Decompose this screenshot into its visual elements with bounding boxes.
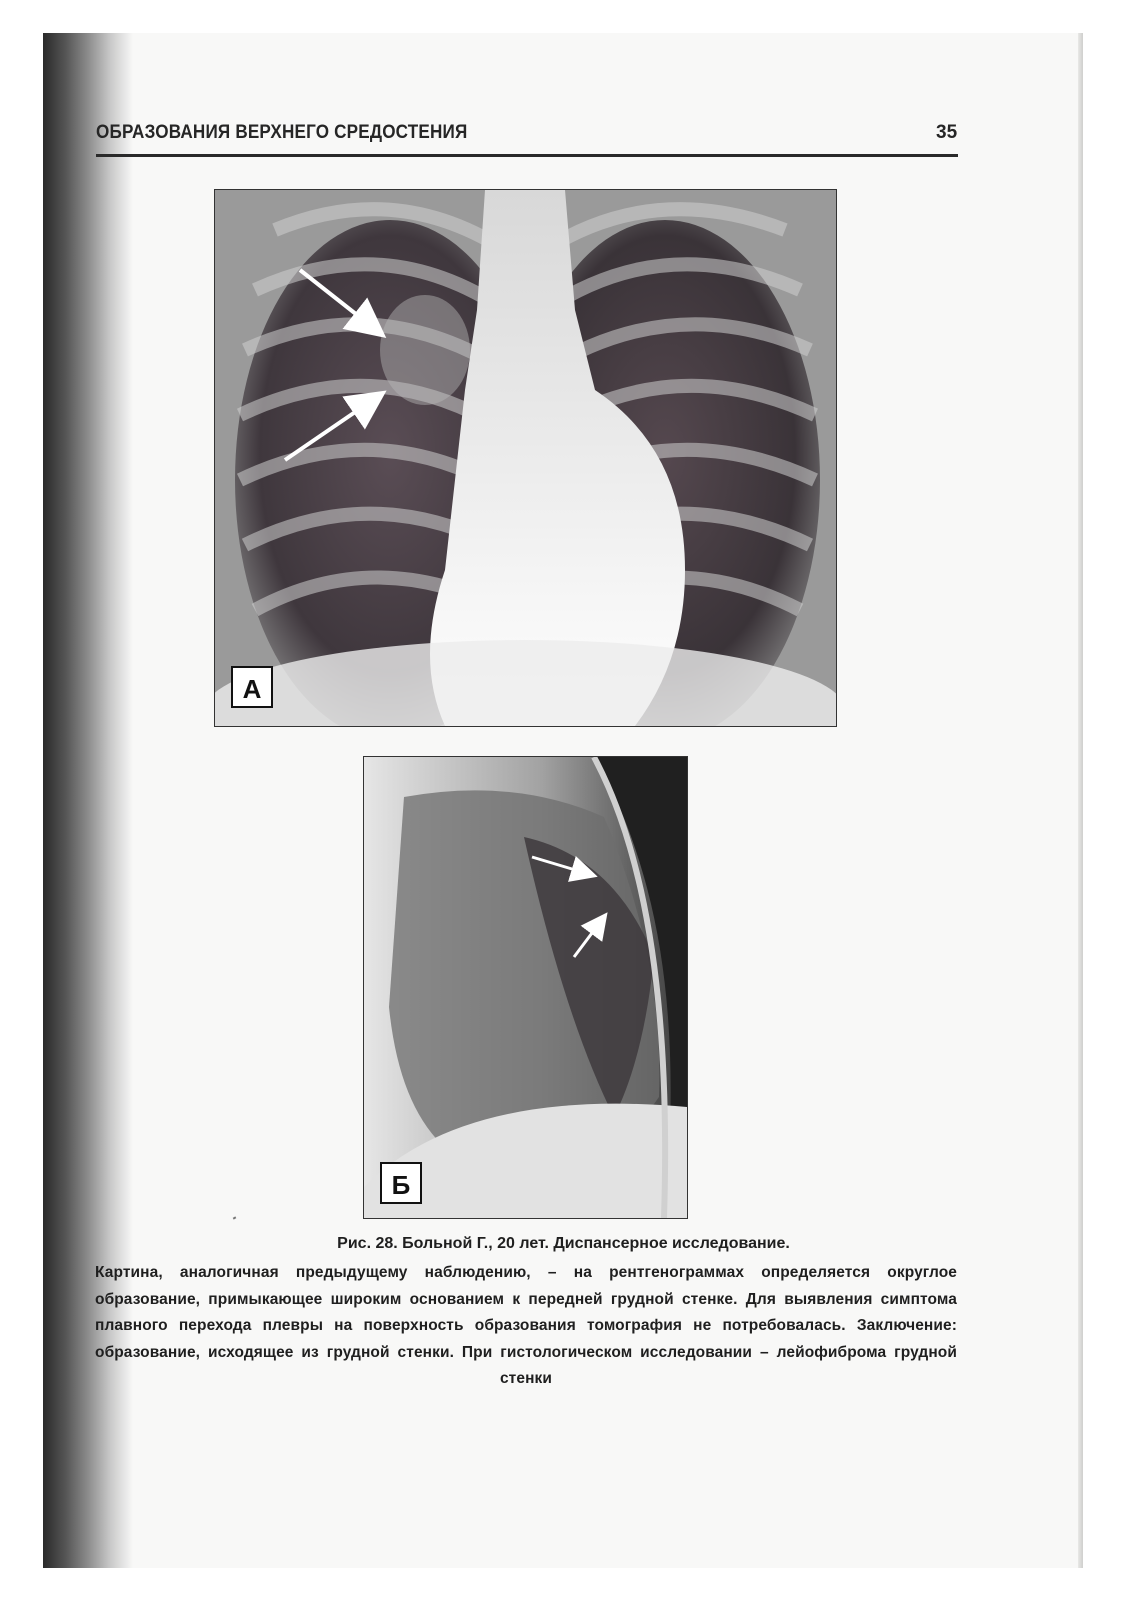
- page-edge: [1078, 33, 1083, 1568]
- upper-mediastinal-mass: [380, 295, 470, 405]
- frontal-xray-image: [215, 190, 836, 726]
- header-rule: [96, 154, 958, 157]
- lateral-xray-image: [364, 757, 687, 1218]
- figure-caption-body: Картина, аналогичная предыдущему наблюдению, – на рентгенограммах определяется округлое образование, примыкающее широким основанием к передней грудной стенке. Для выявления симптома плавного перехода плевры на поверхность образования томография не потребовалась. Заключение: образование, исходящее из грудной стенки. При гистологическом исследовании – лейофиброма грудной стенки: [95, 1264, 957, 1387]
- figure-label-b: Б: [380, 1162, 422, 1204]
- figure-a-frontal-xray: [214, 189, 837, 727]
- running-header-title: ОБРАЗОВАНИЯ ВЕРХНЕГО СРЕДОСТЕНИЯ: [96, 122, 468, 143]
- figure-b-lateral-xray: [363, 756, 688, 1219]
- figure-caption-title: Рис. 28. Больной Г., 20 лет. Диспансерное исследование.: [337, 1235, 790, 1252]
- page-number: 35: [936, 122, 958, 143]
- figure-label-a: А: [231, 666, 273, 708]
